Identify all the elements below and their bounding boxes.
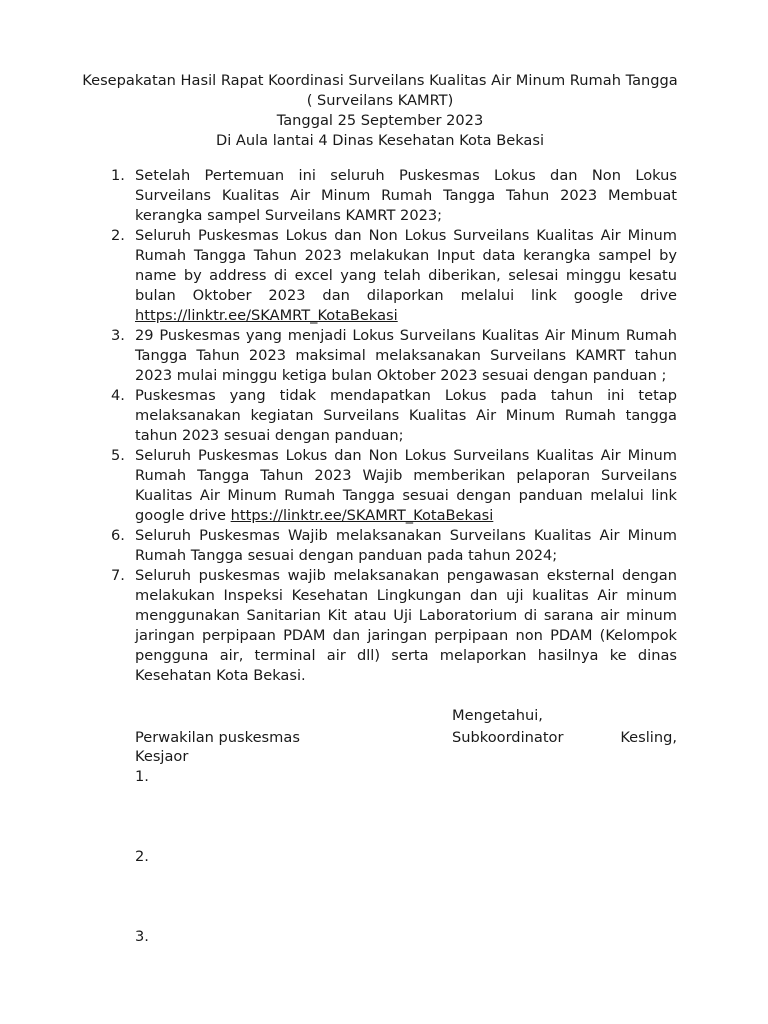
item-number: 4. [111,387,125,404]
header-location: Di Aula lantai 4 Dinas Kesehatan Kota Bekasi [215,132,545,149]
signature-number: 3. [135,928,149,945]
item-text: Seluruh Puskesmas Lokus dan Non Lokus Surveilans Kualitas Air Minum Rumah Tangga Tahun 2023 melakukan Input data kerangka sampel by name by address di excel yang telah diberikan, selesai minggu kesatu bulan Oktober 2023 dan dilaporkan melalui link google drive [135,227,677,304]
item-number: 1. [111,167,125,184]
list-item [111,226,677,326]
google-drive-link[interactable]: https://linktr.ee/SKAMRT_KotaBekasi [135,307,398,324]
item-number: 7. [111,567,125,584]
item-number: 2. [111,227,125,244]
header-title: Kesepakatan Hasil Rapat Koordinasi Surveilans Kualitas Air Minum Rumah Tangga [82,72,678,89]
header-date: Tanggal 25 September 2023 [276,112,484,129]
google-drive-link[interactable]: https://linktr.ee/SKAMRT_KotaBekasi [230,507,494,524]
list-item [111,446,677,526]
puskesmas-representative-label: Perwakilan puskesmas [135,729,300,746]
agreement-list [111,166,677,686]
subcoordinator-label: Subkoordinator [452,729,564,746]
kesjaor-label: Kesjaor [135,748,189,765]
item-number: 5. [111,447,125,464]
item-text: 29 Puskesmas yang menjadi Lokus Surveilans Kualitas Air Minum Rumah Tangga Tahun 2023 maksimal melaksanakan Surveilans KAMRT tahun 2023 mulai minggu ketiga bulan Oktober 2023 sesuai dengan panduan ; [135,327,677,384]
list-item [111,326,677,386]
document-header [60,71,700,151]
acknowledged-label: Mengetahui, [452,707,543,724]
item-number: 6. [111,527,125,544]
header-subtitle: ( Surveilans KAMRT) [306,92,454,109]
item-text: Setelah Pertemuan ini seluruh Puskesmas Lokus dan Non Lokus Surveilans Kualitas Air Minum Rumah Tangga Tahun 2023 Membuat kerangka sampel Surveilans KAMRT 2023; [135,167,677,224]
kesling-label: Kesling, [620,729,677,746]
list-item [111,566,677,686]
list-item [111,526,677,566]
list-item [111,386,677,446]
item-text: Seluruh puskesmas wajib melaksanakan pengawasan eksternal dengan melakukan Inspeksi Kesehatan Lingkungan dan uji kualitas Air minum menggunakan Sanitarian Kit atau Uji Laboratorium di sarana air minum jaringan perpipaan PDAM dan jaringan perpipaan non PDAM (Kelompok pengguna air, terminal air dll) serta melaporkan hasilnya ke dinas Kesehatan Kota Bekasi. [135,567,677,684]
item-number: 3. [111,327,125,344]
signature-number: 1. [135,768,149,785]
list-item [111,166,677,226]
item-text: Puskesmas yang tidak mendapatkan Lokus pada tahun ini tetap melaksanakan kegiatan Surveilans Kualitas Air Minum Rumah tangga tahun 2023 sesuai dengan panduan; [135,387,677,444]
signature-number: 2. [135,848,149,865]
item-text: Seluruh Puskesmas Wajib melaksanakan Surveilans Kualitas Air Minum Rumah Tangga sesuai dengan panduan pada tahun 2024; [135,527,677,564]
item-text: Seluruh Puskesmas Lokus dan Non Lokus Surveilans Kualitas Air Minum Rumah Tangga Tahun 2023 Wajib memberikan pelaporan Surveilans Kualitas Air Minum Rumah Tangga sesuai dengan panduan melalui link google drive [135,447,677,524]
